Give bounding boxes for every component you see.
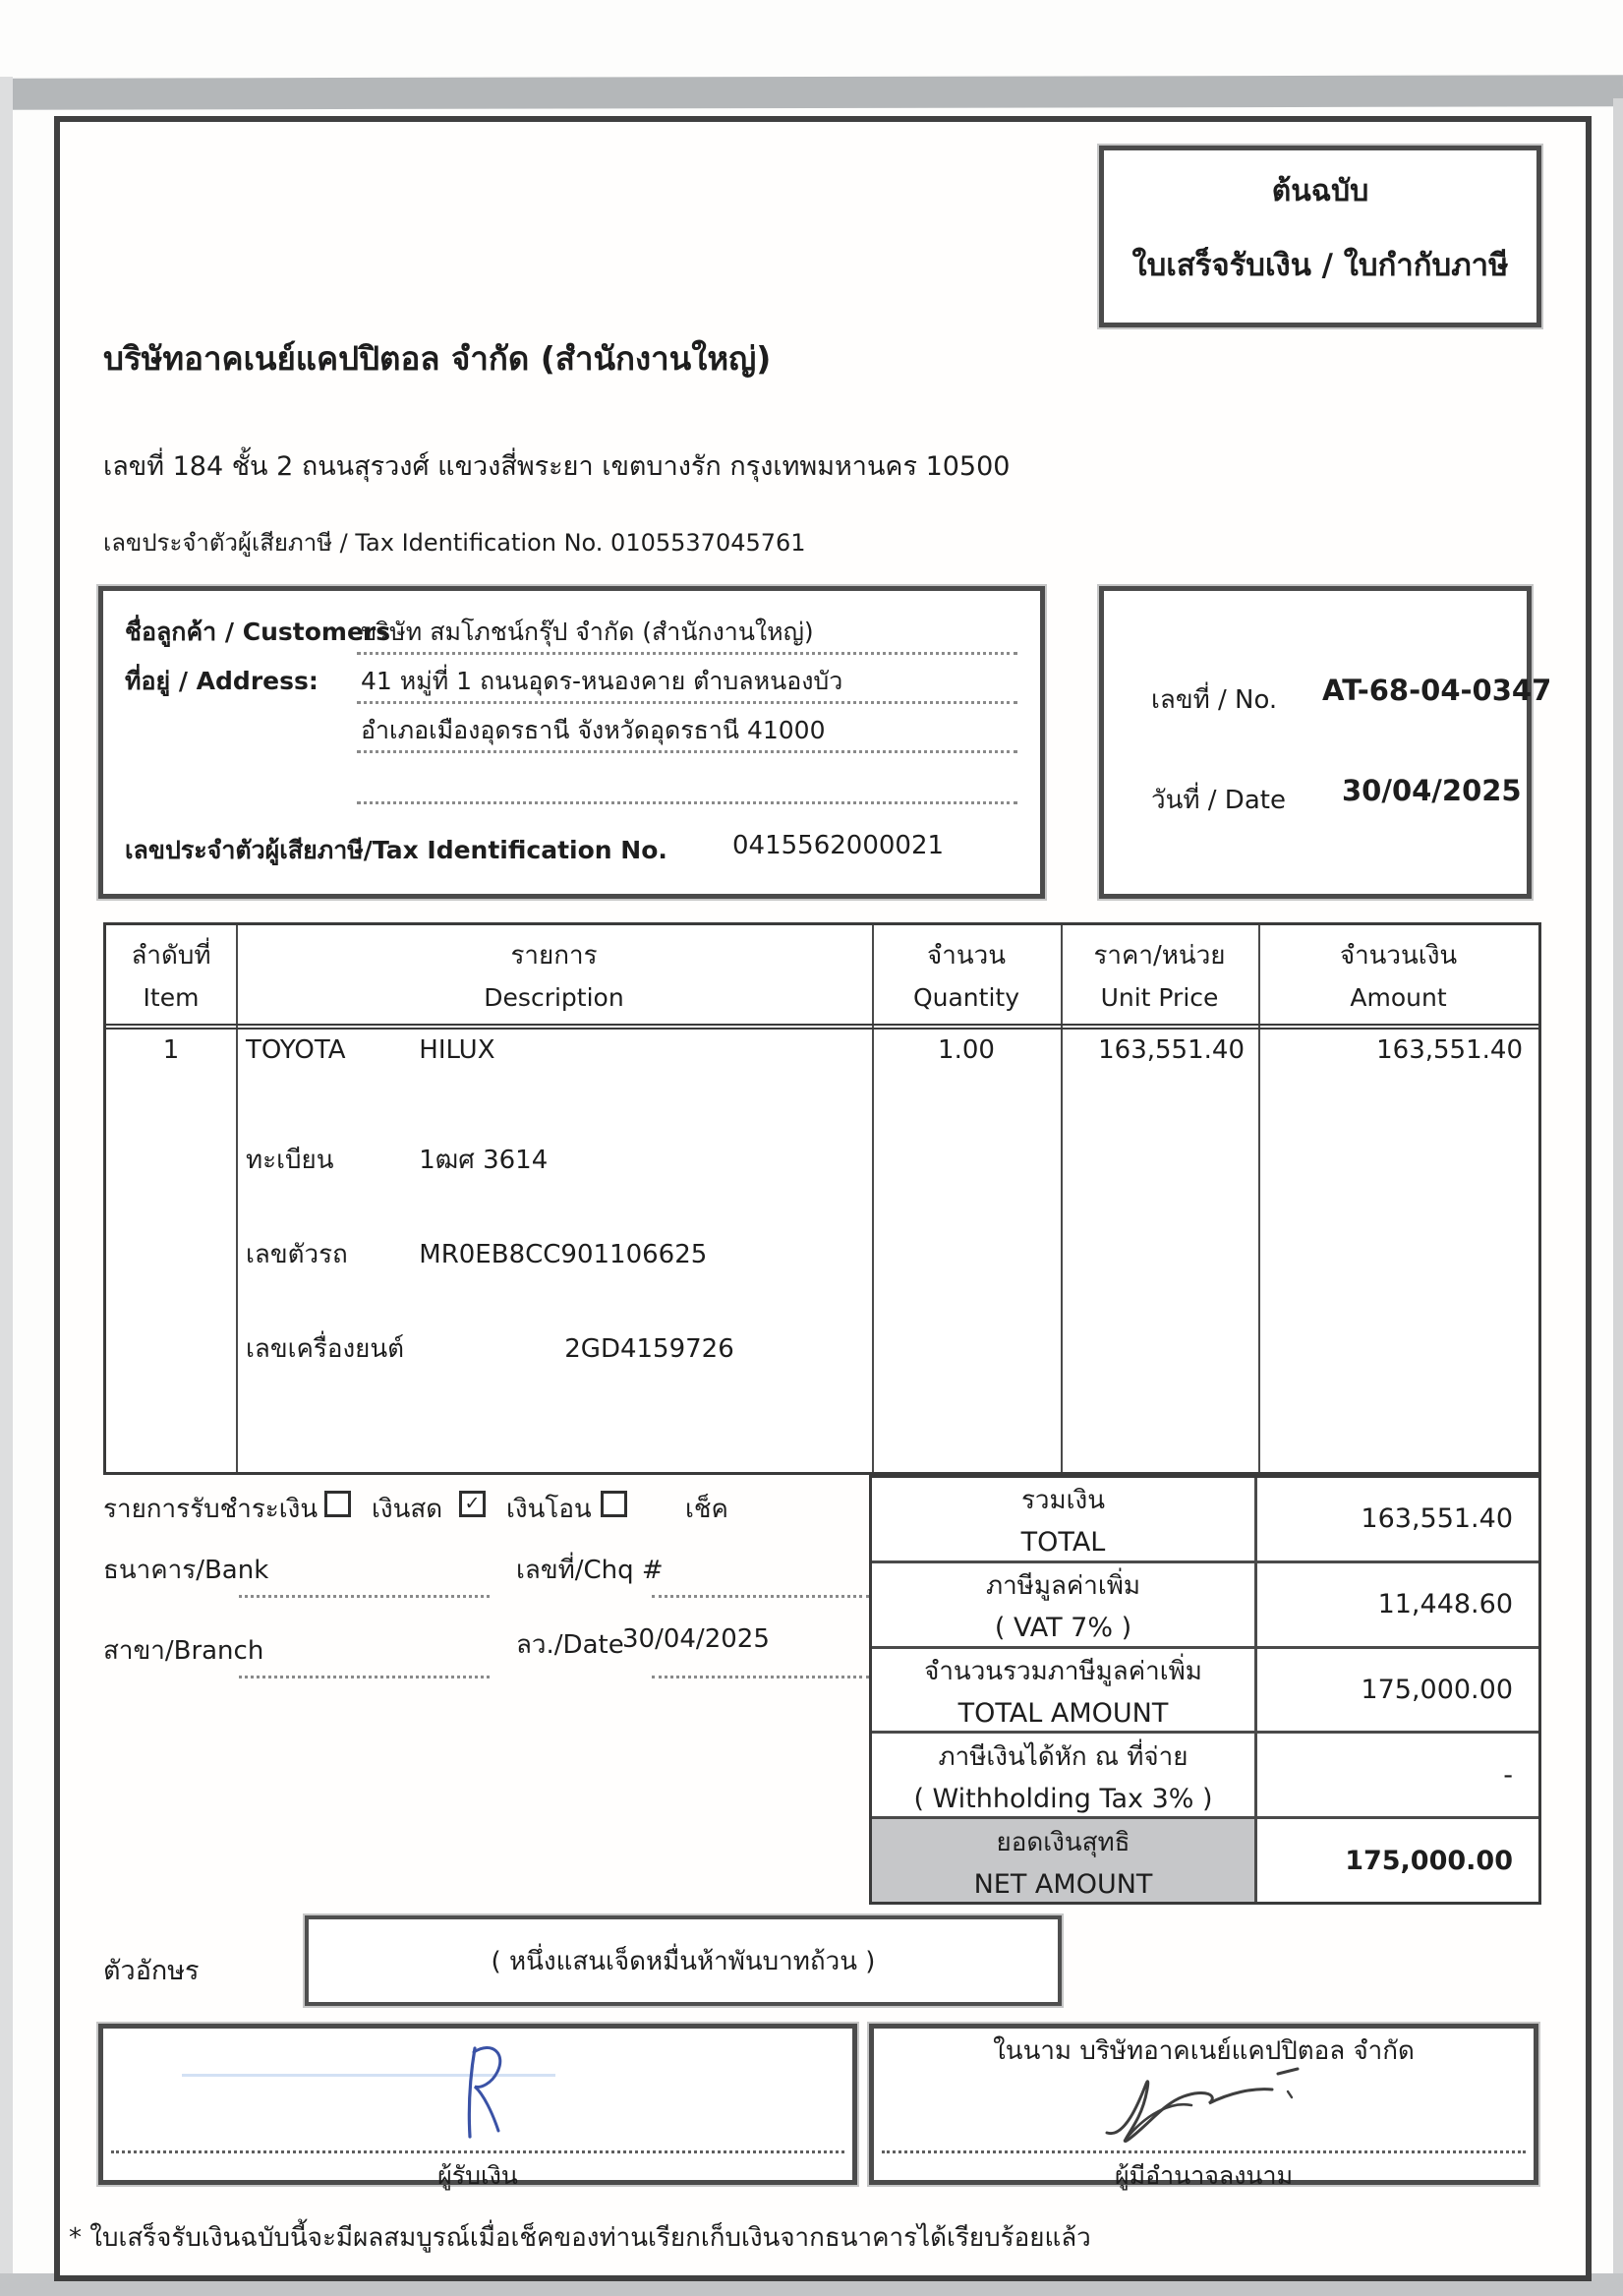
amount-in-words-value: ( หนึ่งแสนเจ็ดหมื่นห้าพันบาทถ้วน ) (491, 1946, 876, 1976)
authorized-signature-box (869, 2024, 1538, 2190)
total-label-en: TOTAL (1020, 1527, 1106, 1559)
customer-name-value: บริษัท สมโภชน์กรุ๊ป จำกัด (สำนักงานใหญ่) (361, 618, 814, 646)
item-number-cell: 1 (162, 1035, 180, 1065)
total-label-th: รวมเงิน (1020, 1486, 1106, 1516)
withholding-label-cell (872, 1734, 1257, 1816)
total-amount-label-cell (872, 1649, 1257, 1732)
doc-date-label: วันที่ / Date (1151, 786, 1286, 815)
cheque-date-label: ลว./Date (516, 1630, 624, 1660)
transfer-label: เงินโอน (506, 1495, 592, 1524)
branch-fill-line (239, 1676, 490, 1678)
header-item-th: ลำดับที่ (131, 941, 211, 971)
receiver-caption: ผู้รับเงิน (437, 2161, 518, 2190)
payment-and-totals-section (103, 1475, 1541, 1905)
customer-info-box (98, 586, 1045, 899)
header-unit-price-th: ราคา/หน่วย (1093, 941, 1226, 971)
transfer-checkbox: ✓ (459, 1491, 486, 1517)
amount-in-words-box (305, 1915, 1062, 2006)
dotted-rule (357, 701, 1017, 704)
cheque-number-fill-line (652, 1595, 869, 1598)
header-amount-th: จำนวนเงิน (1339, 941, 1458, 971)
customer-address-line2: อำเภอเมืองอุดรธานี จังหวัดอุดรธานี 41000 (361, 716, 826, 744)
withholding-tax-row (872, 1734, 1538, 1819)
customer-tax-id-value: 0415562000021 (732, 831, 945, 860)
validity-footnote: * ใบเสร็จรับเงินฉบับนี้จะมีผลสมบูรณ์เมื่อเช็คของท่านเรียกเก็บเงินจากธนาคารได้เรียบร้อยแล้ว (69, 2223, 1091, 2253)
total-row (872, 1478, 1538, 1563)
issuer-company-address: เลขที่ 184 ชั้น 2 ถนนสุรวงศ์ แขวงสี่พระยา เขตบางรัก กรุงเทพมหานคร 10500 (103, 451, 1011, 482)
payment-section-label: รายการรับชำระเงิน (103, 1495, 319, 1524)
item-amount-cell: 163,551.40 (1376, 1035, 1523, 1065)
total-amount-label-en: TOTAL AMOUNT (957, 1697, 1169, 1729)
cheque-label: เช็ค (685, 1495, 728, 1524)
chassis-value: MR0EB8CC901106625 (419, 1240, 708, 1269)
cash-checkbox (324, 1491, 351, 1517)
chassis-label: เลขตัวรถ (246, 1240, 348, 1269)
authorized-caption: ผู้มีอำนาจลงนาม (1114, 2161, 1294, 2190)
copy-type-label: ต้นฉบับ (1271, 174, 1369, 208)
scan-artifact-right-band (1613, 98, 1623, 2296)
document-number-date-box (1099, 586, 1552, 899)
customer-name-label: ชื่อลูกค้า / Customers (125, 618, 391, 646)
engine-label: เลขเครื่องยนต์ (246, 1334, 405, 1364)
header-quantity-th: จำนวน (927, 941, 1006, 971)
vat-value: 11,448.60 (1377, 1589, 1513, 1620)
withholding-value: - (1503, 1759, 1513, 1791)
net-amount-label-en: NET AMOUNT (973, 1868, 1153, 1900)
dotted-rule (357, 801, 1017, 804)
header-unit-price-col (1061, 925, 1258, 1024)
cheque-date-value: 30/04/2025 (622, 1624, 770, 1654)
receiver-signature-ink (437, 2038, 516, 2145)
cheque-date-fill-line (652, 1676, 869, 1678)
totals-table (869, 1475, 1541, 1905)
doc-no-value: AT-68-04-0347 (1322, 674, 1552, 707)
item-brand: TOYOTA (246, 1035, 346, 1065)
header-quantity-col (872, 925, 1061, 1024)
cash-label: เงินสด (372, 1495, 443, 1524)
header-item-col (106, 925, 236, 1024)
line-items-table (103, 922, 1541, 1475)
item-quantity-cell: 1.00 (938, 1035, 995, 1065)
issuer-company-name: บริษัทอาคเนย์แคปปิตอล จำกัด (สำนักงานใหญ่) (103, 339, 772, 378)
header-description-en: Description (484, 983, 624, 1012)
header-quantity-en: Quantity (912, 983, 1020, 1012)
table-header-row (106, 925, 1538, 1030)
engine-line (246, 1328, 734, 1369)
customer-tax-id-label: เลขประจำตัวผู้เสียภาษี/Tax Identification No. (125, 836, 667, 864)
signature-rule (882, 2150, 1526, 2153)
header-unit-price-en: Unit Price (1100, 983, 1219, 1012)
total-label-cell (872, 1478, 1257, 1560)
dotted-rule (357, 652, 1017, 655)
scan-artifact-left-band (0, 77, 13, 2296)
item-unit-price-cell: 163,551.40 (1098, 1035, 1245, 1065)
item-model: HILUX (419, 1035, 495, 1065)
total-amount-value: 175,000.00 (1361, 1674, 1513, 1705)
net-amount-value: 175,000.00 (1345, 1845, 1513, 1876)
bank-fill-line (239, 1595, 490, 1598)
registration-line (246, 1140, 548, 1180)
item-description-cell (246, 1035, 495, 1065)
registration-label: ทะเบียน (246, 1146, 334, 1175)
document-title-box (1099, 146, 1541, 327)
customer-address-label: ที่อยู่ / Address: (125, 667, 319, 695)
authorized-signature-ink (1085, 2062, 1321, 2147)
cheque-number-label: เลขที่/Chq # (516, 1556, 664, 1585)
cheque-checkbox (601, 1491, 627, 1517)
branch-label: สาขา/Branch (103, 1636, 264, 1666)
vat-label-en: ( VAT 7% ) (994, 1613, 1132, 1644)
header-amount-col (1258, 925, 1538, 1024)
amount-in-words-label: ตัวอักษร (103, 1956, 200, 1986)
engine-value: 2GD4159726 (564, 1334, 734, 1364)
dotted-rule (357, 750, 1017, 753)
header-amount-en: Amount (1350, 983, 1447, 1012)
withholding-label-th: ภาษีเงินได้หัก ณ ที่จ่าย (938, 1741, 1188, 1772)
net-amount-row (872, 1819, 1538, 1902)
vat-label-th: ภาษีมูลค่าเพิ่ม (985, 1571, 1141, 1602)
signature-rule (111, 2150, 844, 2153)
chassis-line (246, 1234, 707, 1274)
net-amount-label-cell (872, 1819, 1257, 1902)
bank-label: ธนาคาร/Bank (103, 1556, 269, 1585)
header-description-col (236, 925, 872, 1024)
total-amount-row (872, 1649, 1538, 1735)
customer-address-line1: 41 หมู่ที่ 1 ถนนอุดร-หนองคาย ตำบลหนองบัว (361, 667, 843, 695)
vat-row (872, 1563, 1538, 1649)
scan-artifact-top-band (0, 75, 1623, 109)
doc-no-label: เลขที่ / No. (1151, 685, 1278, 715)
withholding-label-en: ( Withholding Tax 3% ) (913, 1783, 1213, 1814)
header-description-th: รายการ (510, 941, 598, 971)
receiver-signature-box (98, 2024, 857, 2190)
on-behalf-of-line: ในนาม บริษัทอาคเนย์แคปปิตอล จำกัด (993, 2036, 1415, 2066)
doc-date-value: 30/04/2025 (1342, 774, 1522, 807)
issuer-tax-id-line: เลขประจำตัวผู้เสียภาษี / Tax Identification No. 0105537045761 (103, 529, 806, 557)
vat-label-cell (872, 1563, 1257, 1646)
total-amount-label-th: จำนวนรวมภาษีมูลค่าเพิ่ม (924, 1656, 1202, 1686)
payment-method-area (103, 1475, 869, 1905)
header-item-en: Item (143, 983, 200, 1012)
total-value: 163,551.40 (1361, 1503, 1513, 1535)
net-amount-label-th: ยอดเงินสุทธิ (996, 1827, 1130, 1857)
document-type-title: ใบเสร็จรับเงิน / ใบกำกับภาษี (1131, 248, 1509, 283)
registration-value: 1ฒศ 3614 (419, 1146, 549, 1175)
